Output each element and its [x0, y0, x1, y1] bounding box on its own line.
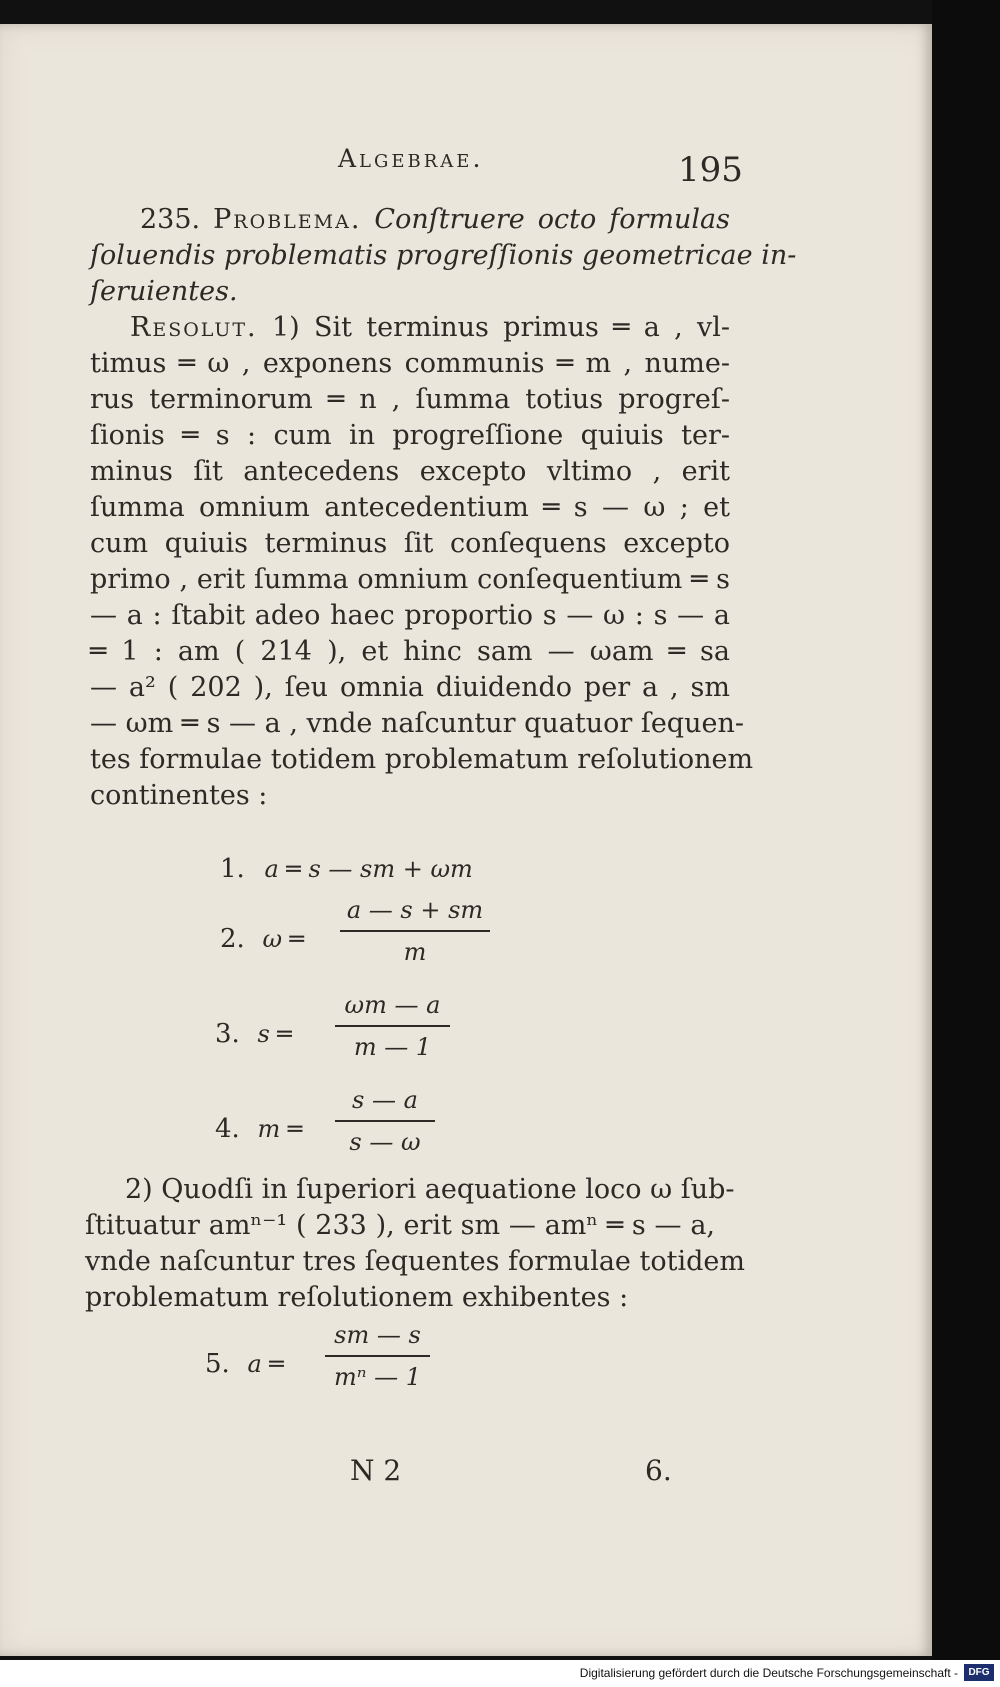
formula-2-fraction — [340, 896, 490, 966]
formula-2-lhs — [220, 924, 304, 954]
dfg-logo: DFG — [964, 1664, 994, 1681]
book-page — [0, 24, 932, 1656]
resolution-line-10: ═ 1 : am ( 214 ), et hinc sam — ωam ═ sa — [90, 636, 730, 667]
part2-line-1 — [85, 1172, 735, 1208]
running-head: Algebrae. — [338, 144, 484, 173]
problem-line-3: ſeruientes. — [90, 276, 238, 307]
resolution-line-1 — [90, 310, 730, 346]
formula-2-left: ω ═ — [262, 925, 305, 953]
formula-1-text: a ═ s — sm + ωm — [264, 855, 473, 883]
formula-5-number: 5. — [205, 1349, 230, 1379]
resolution-line-6: ſumma omnium antecedentium ═ s — ω ; et — [90, 492, 730, 523]
catchword: 6. — [645, 1454, 672, 1487]
formula-3-denominator: m — 1 — [353, 1033, 432, 1061]
formula-3-numerator: ωm — a — [344, 991, 441, 1019]
digitization-footer — [0, 1660, 1000, 1687]
fraction-bar — [340, 930, 490, 932]
problem-statement-1: Conſtruere octo formulas — [374, 204, 730, 235]
formula-4-numerator: s — a — [352, 1086, 418, 1114]
resolution-line-11: — a² ( 202 ), ſeu omnia diuidendo per a , sm — [90, 672, 730, 703]
formula-5-lhs — [205, 1349, 284, 1379]
resolution-line-12: — ωm ═ s — a , vnde naſcuntur quatuor ſequen- — [90, 708, 744, 739]
resolution-line-9: — a : ſtabit adeo haec proportio s — ω : s — a — [90, 600, 730, 631]
part2-line-4: problematum reſolutionem exhibentes : — [85, 1282, 629, 1313]
book-spine-shadow — [932, 0, 1000, 1660]
problem-number: 235. — [140, 204, 201, 235]
resolution-line-13: tes formulae totidem problematum reſolutionem — [90, 744, 754, 775]
resolution-line-5: minus ſit antecedens excepto vltimo , erit — [90, 456, 730, 487]
formula-5-left: a ═ — [247, 1350, 284, 1378]
fraction-bar — [335, 1025, 450, 1027]
part2-line-2: ſtituatur amⁿ⁻¹ ( 233 ), erit sm — amⁿ ═ s — a, — [85, 1210, 715, 1241]
formula-3-left: s ═ — [257, 1020, 292, 1048]
resolution-label: Resolut. — [130, 312, 258, 343]
problem-label: Problema. — [213, 204, 362, 235]
part2-text-1: 2) Quodſi in ſuperiori aequatione loco ω ſub- — [125, 1174, 735, 1205]
formula-1-number: 1. — [220, 854, 245, 884]
signature-mark: N 2 — [350, 1454, 402, 1487]
resolution-line-8: primo , erit ſumma omnium conſequentium ═ s — [90, 564, 730, 595]
formula-2-number: 2. — [220, 924, 245, 954]
problem-line-2: ſoluendis problematis progreſſionis geometricae in- — [90, 240, 797, 271]
footer-credit: Digitalisierung gefördert durch die Deutsche Forschungsgemeinschaft - — [579, 1666, 958, 1680]
resolution-line-7: cum quiuis terminus ſit conſequens excepto — [90, 528, 730, 559]
part2-line-3: vnde naſcuntur tres ſequentes formulae totidem — [85, 1246, 745, 1277]
formula-3-fraction — [335, 991, 450, 1061]
formula-2-denominator: m — [403, 938, 427, 966]
formula-5-numerator: sm — s — [334, 1321, 421, 1349]
problem-line-1 — [90, 202, 730, 238]
formula-5-fraction — [325, 1321, 430, 1391]
formula-4-number: 4. — [215, 1114, 240, 1144]
formula-4-fraction — [335, 1086, 435, 1156]
formula-3-lhs — [215, 1019, 292, 1049]
resolution-line-3: rus terminorum ═ n , ſumma totius progreſ- — [90, 384, 730, 415]
resolution-line-2: timus ═ ω , exponens communis ═ m , nume- — [90, 348, 730, 379]
fraction-bar — [325, 1355, 430, 1357]
formula-3-number: 3. — [215, 1019, 240, 1049]
formula-1 — [220, 854, 473, 884]
resolution-line-14: continentes : — [90, 780, 268, 811]
formula-4-left: m ═ — [257, 1115, 303, 1143]
formula-4-lhs — [215, 1114, 302, 1144]
formula-4-denominator: s — ω — [349, 1128, 421, 1156]
formula-5-denominator: mⁿ — 1 — [333, 1363, 421, 1391]
fraction-bar — [335, 1120, 435, 1122]
page-number: 195 — [678, 150, 743, 190]
resolution-text-1: 1) Sit terminus primus ═ a , vl- — [271, 312, 730, 343]
resolution-line-4: ſionis ═ s : cum in progreſſione quiuis ter- — [90, 420, 730, 451]
formula-2-numerator: a — s + sm — [346, 896, 484, 924]
